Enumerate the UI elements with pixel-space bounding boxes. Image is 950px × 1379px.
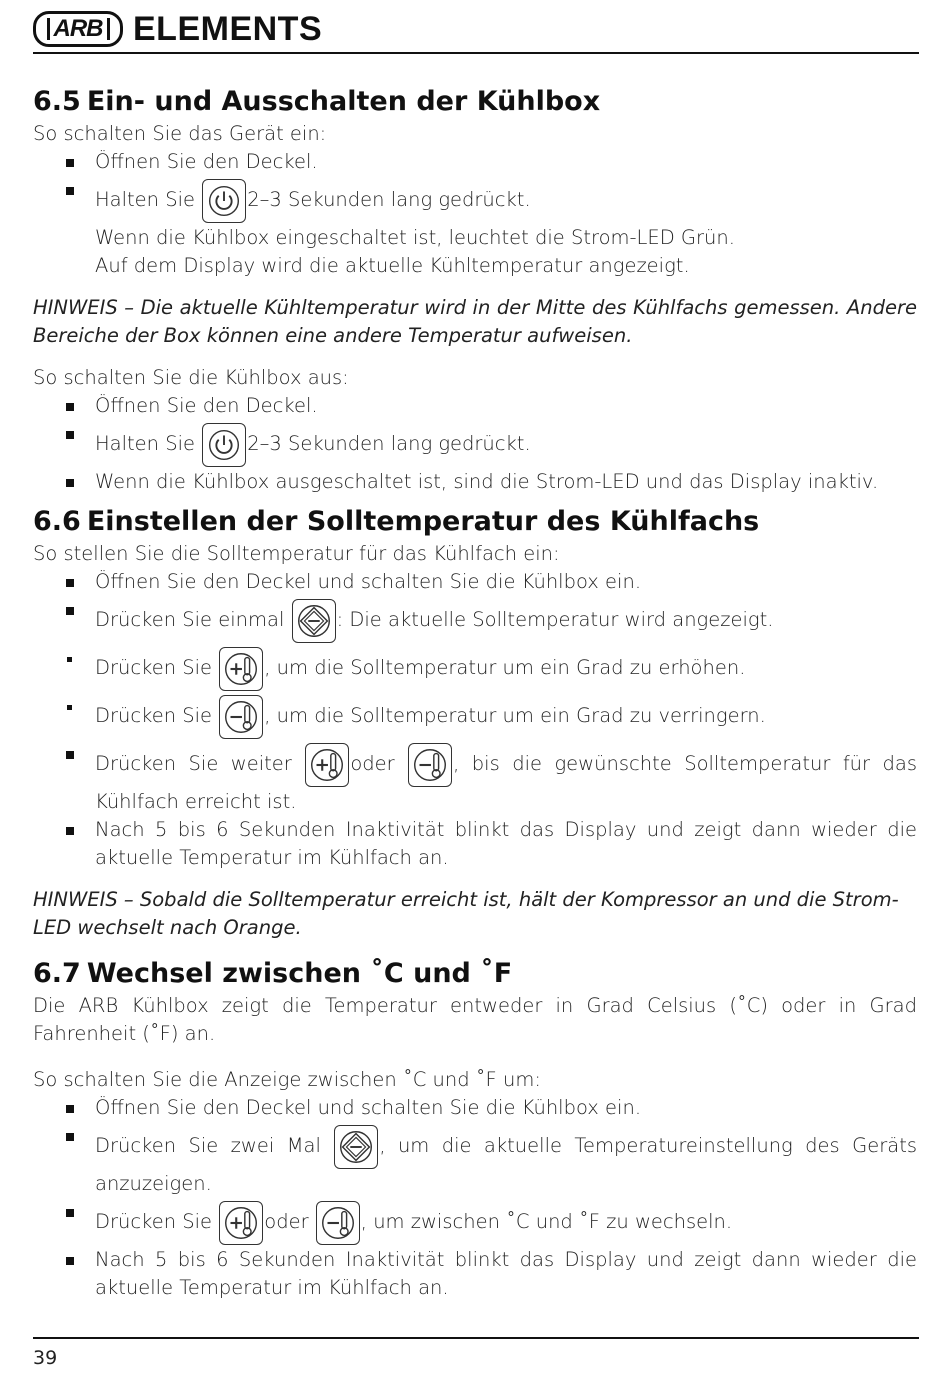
list-item: Drücken Sie weiter oder , bis die gewünschte Solltemperatur für das	[33, 740, 917, 788]
page-header	[33, 8, 919, 54]
switch-on-result: Wenn die Kühlbox eingeschaltet ist, leuchtet die Strom-LED Grün.	[95, 226, 735, 249]
list-item: Nach 5 bis 6 Sekunden Inaktivität blinkt das Display und zeigt dann wieder die aktuelle Temperatur im Kühlfach an.	[33, 816, 917, 872]
mode-icon	[334, 1125, 378, 1169]
temp-minus-icon	[219, 695, 263, 739]
list-item: Drücken Sie , um die Solltemperatur um ein Grad zu verringern.	[33, 692, 917, 740]
page-content	[33, 84, 917, 1302]
mode-icon	[292, 599, 336, 643]
list-item: Drücken Sie , um die Solltemperatur um ein Grad zu erhöhen.	[33, 644, 917, 692]
list-item: Öffnen Sie den Deckel.	[33, 392, 917, 420]
list-item: Halten Sie 2–3 Sekunden lang gedrückt.	[33, 420, 917, 468]
list-item: Öffnen Sie den Deckel und schalten Sie die Kühlbox ein.	[33, 568, 917, 596]
section-heading-6-5: 6.5 Ein- und Ausschalten der Kühlbox	[33, 86, 601, 117]
section-heading-6-6: 6.6 Einstellen der Solltemperatur des Kühlfachs	[33, 506, 760, 537]
temp-plus-icon	[305, 743, 349, 787]
power-icon	[202, 179, 246, 223]
temp-plus-icon	[219, 647, 263, 691]
switch-on-display: Auf dem Display wird die aktuelle Kühltemperatur angezeigt.	[95, 254, 690, 277]
arb-logo: ARB	[33, 11, 123, 47]
note-6-5: HINWEIS – Die aktuelle Kühltemperatur wird in der Mitte des Kühlfachs gemessen. Andere Bereiche der Box können eine andere Temperatur aufweisen.	[33, 296, 917, 347]
list-item-continuation: anzuzeigen.	[95, 1172, 212, 1195]
power-icon	[202, 423, 246, 467]
list-item: Öffnen Sie den Deckel und schalten Sie die Kühlbox ein.	[33, 1094, 917, 1122]
section-heading-6-7: 6.7 Wechsel zwischen ˚C und ˚F	[33, 958, 513, 989]
page-number: 39	[33, 1347, 58, 1369]
list-item: Drücken Sie einmal : Die aktuelle Solltemperatur wird angezeigt.	[33, 596, 917, 644]
temp-minus-icon	[316, 1201, 360, 1245]
list-item: Öffnen Sie den Deckel.	[33, 148, 917, 176]
intro-switch-units: So schalten Sie die Anzeige zwischen ˚C und ˚F um:	[33, 1068, 541, 1091]
list-item: Wenn die Kühlbox ausgeschaltet ist, sind die Strom-LED und das Display inaktiv.	[33, 468, 917, 496]
list-item: Halten Sie 2–3 Sekunden lang gedrückt.	[33, 176, 917, 224]
intro-switch-off: So schalten Sie die Kühlbox aus:	[33, 366, 349, 389]
intro-units: Die ARB Kühlbox zeigt die Temperatur entweder in Grad Celsius (˚C) oder in Grad Fahrenheit (˚F) an.	[33, 994, 917, 1045]
intro-set-temperature: So stellen Sie die Solltemperatur für das Kühlfach ein:	[33, 542, 560, 565]
list-item: Drücken Sie oder , um zwischen ˚C und ˚F zu wechseln.	[33, 1198, 917, 1246]
list-item: Drücken Sie zwei Mal , um die aktuelle Temperatureinstellung des Geräts	[33, 1122, 917, 1170]
note-6-6: HINWEIS – Sobald die Solltemperatur erreicht ist, hält der Kompressor an und die Strom-LED wechselt nach Orange.	[33, 888, 899, 939]
temp-plus-icon	[219, 1201, 263, 1245]
list-item: Nach 5 bis 6 Sekunden Inaktivität blinkt das Display und zeigt dann wieder die aktuelle Temperatur im Kühlfach an.	[33, 1246, 917, 1302]
list-item-continuation: Kühlfach erreicht ist.	[95, 790, 297, 813]
intro-switch-on: So schalten Sie das Gerät ein:	[33, 122, 327, 145]
temp-minus-icon	[408, 743, 452, 787]
brand-title: ELEMENTS	[133, 10, 323, 48]
page-footer	[33, 1337, 919, 1369]
